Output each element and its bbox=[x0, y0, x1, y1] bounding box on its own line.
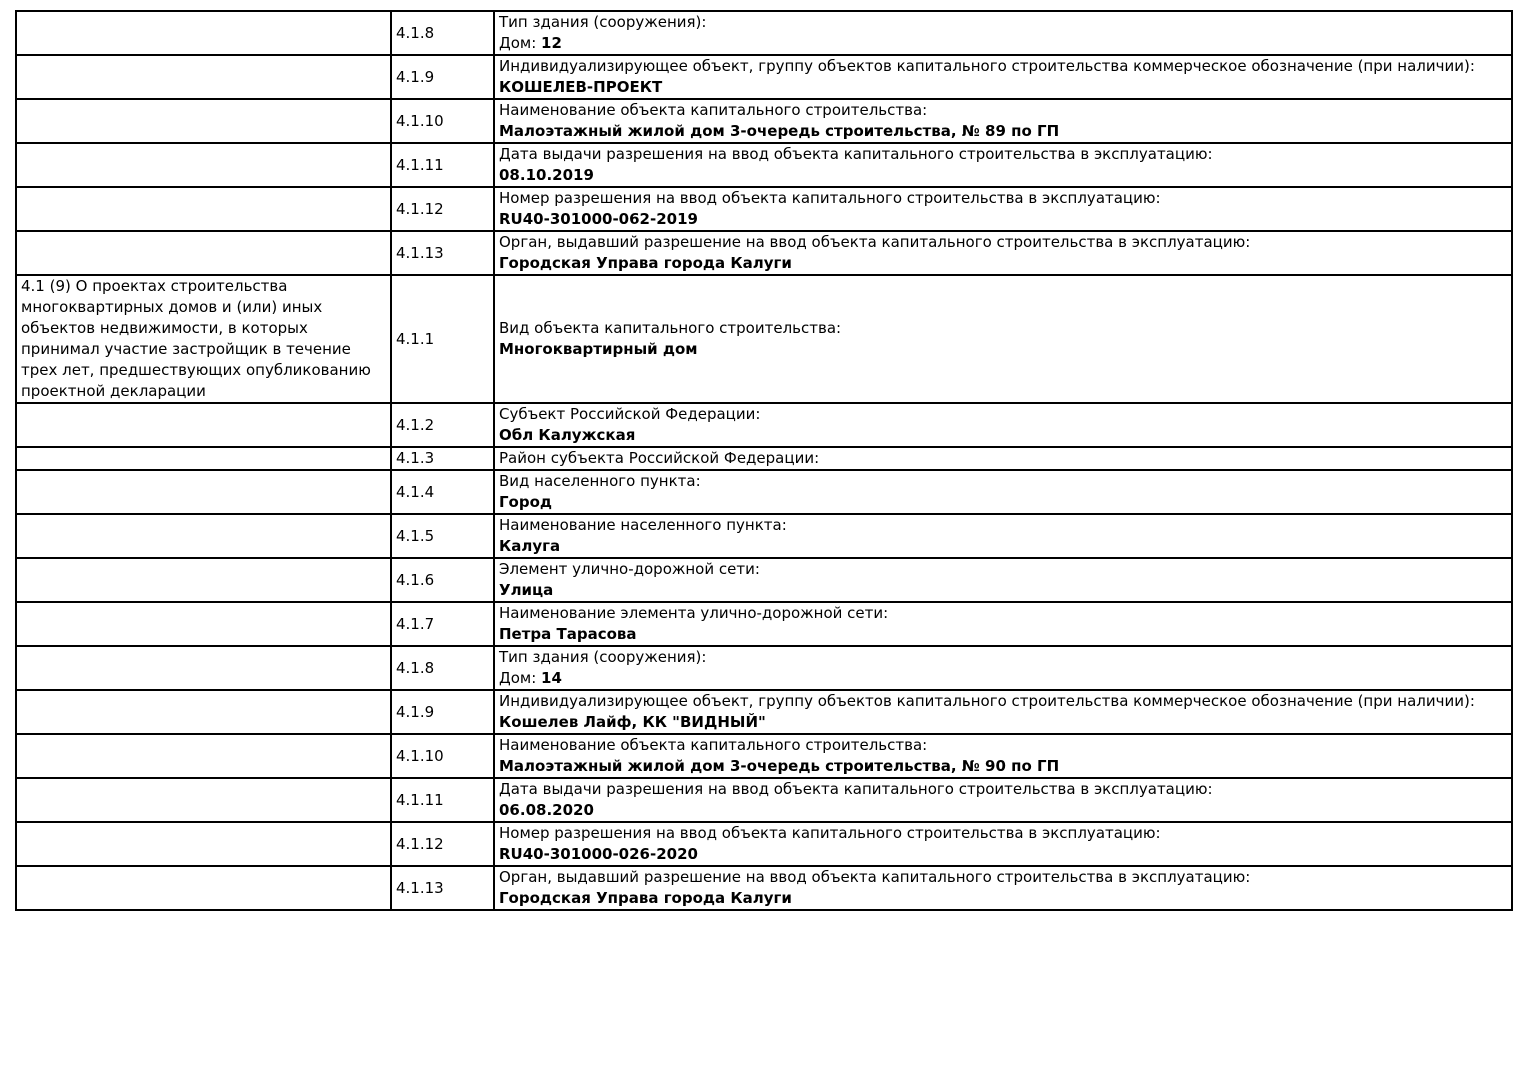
content-cell bbox=[494, 822, 1512, 866]
content-cell bbox=[494, 143, 1512, 187]
content-line bbox=[499, 691, 1507, 712]
section-cell bbox=[16, 734, 391, 778]
content-cell bbox=[494, 403, 1512, 447]
content-cell bbox=[494, 778, 1512, 822]
table-row bbox=[16, 646, 1512, 690]
table-row bbox=[16, 778, 1512, 822]
section-cell bbox=[16, 403, 391, 447]
content-cell bbox=[494, 187, 1512, 231]
field-value: Кошелев Лайф, КК "ВИДНЫЙ" bbox=[499, 713, 766, 731]
code-cell: 4.1.9 bbox=[391, 55, 494, 99]
content-line bbox=[499, 209, 1507, 230]
code-cell: 4.1.10 bbox=[391, 734, 494, 778]
section-cell bbox=[16, 11, 391, 55]
code-cell: 4.1.10 bbox=[391, 99, 494, 143]
section-cell bbox=[16, 602, 391, 646]
field-value: 12 bbox=[541, 34, 562, 52]
field-value: Обл Калужская bbox=[499, 426, 636, 444]
content-cell bbox=[494, 99, 1512, 143]
content-line bbox=[499, 492, 1507, 513]
code-cell: 4.1.11 bbox=[391, 778, 494, 822]
field-label: Элемент улично-дорожной сети: bbox=[499, 560, 760, 578]
content-line bbox=[499, 536, 1507, 557]
section-cell bbox=[16, 778, 391, 822]
section-cell bbox=[16, 822, 391, 866]
field-label: Дата выдачи разрешения на ввод объекта капитального строительства в эксплуатацию: bbox=[499, 780, 1213, 798]
section-cell bbox=[16, 187, 391, 231]
section-cell bbox=[16, 514, 391, 558]
field-label: Вид объекта капитального строительства: bbox=[499, 319, 842, 337]
content-line bbox=[499, 668, 1507, 689]
content-line bbox=[499, 144, 1507, 165]
content-line bbox=[499, 404, 1507, 425]
field-label: Вид населенного пункта: bbox=[499, 472, 701, 490]
table-row bbox=[16, 734, 1512, 778]
code-cell: 4.1.6 bbox=[391, 558, 494, 602]
table-row bbox=[16, 275, 1512, 403]
content-line bbox=[499, 253, 1507, 274]
section-cell bbox=[16, 55, 391, 99]
content-line bbox=[499, 33, 1507, 54]
field-label: Индивидуализирующее объект, группу объектов капитального строительства коммерческое обозначение (при наличии): bbox=[499, 57, 1475, 75]
field-value: RU40-301000-062-2019 bbox=[499, 210, 698, 228]
content-line bbox=[499, 844, 1507, 865]
code-cell: 4.1.7 bbox=[391, 602, 494, 646]
section-cell bbox=[16, 866, 391, 910]
content-line bbox=[499, 471, 1507, 492]
field-label: Наименование элемента улично-дорожной сети: bbox=[499, 604, 889, 622]
content-line bbox=[499, 339, 1507, 360]
content-cell bbox=[494, 558, 1512, 602]
table-row bbox=[16, 11, 1512, 55]
code-cell: 4.1.5 bbox=[391, 514, 494, 558]
content-line bbox=[499, 888, 1507, 909]
content-cell bbox=[494, 470, 1512, 514]
section-cell bbox=[16, 646, 391, 690]
content-line bbox=[499, 100, 1507, 121]
field-label: Субъект Российской Федерации: bbox=[499, 405, 761, 423]
field-value: RU40-301000-026-2020 bbox=[499, 845, 698, 863]
table-row bbox=[16, 514, 1512, 558]
table-row bbox=[16, 470, 1512, 514]
field-value: Городская Управа города Калуги bbox=[499, 254, 792, 272]
field-label: Индивидуализирующее объект, группу объектов капитального строительства коммерческое обозначение (при наличии): bbox=[499, 692, 1475, 710]
section-cell bbox=[16, 143, 391, 187]
content-line bbox=[499, 823, 1507, 844]
content-cell bbox=[494, 231, 1512, 275]
field-label: Орган, выдавший разрешение на ввод объекта капитального строительства в эксплуатацию: bbox=[499, 868, 1251, 886]
content-cell bbox=[494, 602, 1512, 646]
code-cell: 4.1.12 bbox=[391, 822, 494, 866]
field-value: Улица bbox=[499, 581, 554, 599]
content-line bbox=[499, 232, 1507, 253]
code-cell: 4.1.4 bbox=[391, 470, 494, 514]
content-cell bbox=[494, 514, 1512, 558]
field-value: Многоквартирный дом bbox=[499, 340, 698, 358]
table-row bbox=[16, 403, 1512, 447]
table-row bbox=[16, 55, 1512, 99]
content-line bbox=[499, 448, 1507, 469]
content-line bbox=[499, 12, 1507, 33]
content-line bbox=[499, 756, 1507, 777]
code-cell: 4.1.11 bbox=[391, 143, 494, 187]
content-line bbox=[499, 77, 1507, 98]
content-line bbox=[499, 867, 1507, 888]
field-label: Наименование населенного пункта: bbox=[499, 516, 787, 534]
content-line bbox=[499, 647, 1507, 668]
field-label: Дом: bbox=[499, 34, 542, 52]
section-cell bbox=[16, 231, 391, 275]
code-cell: 4.1.2 bbox=[391, 403, 494, 447]
section-cell bbox=[16, 690, 391, 734]
field-value: 14 bbox=[541, 669, 562, 687]
field-label: Орган, выдавший разрешение на ввод объекта капитального строительства в эксплуатацию: bbox=[499, 233, 1251, 251]
content-line bbox=[499, 318, 1507, 339]
content-line bbox=[499, 735, 1507, 756]
content-line bbox=[499, 515, 1507, 536]
field-label: Дом: bbox=[499, 669, 542, 687]
declaration-table bbox=[15, 10, 1513, 911]
content-line bbox=[499, 712, 1507, 733]
code-cell: 4.1.8 bbox=[391, 11, 494, 55]
declaration-table-body bbox=[16, 11, 1512, 910]
content-line bbox=[499, 624, 1507, 645]
code-cell: 4.1.3 bbox=[391, 447, 494, 470]
content-line bbox=[499, 188, 1507, 209]
field-label: Номер разрешения на ввод объекта капитального строительства в эксплуатацию: bbox=[499, 824, 1161, 842]
code-cell: 4.1.9 bbox=[391, 690, 494, 734]
field-label: Наименование объекта капитального строительства: bbox=[499, 101, 928, 119]
table-row bbox=[16, 187, 1512, 231]
content-cell bbox=[494, 447, 1512, 470]
section-cell bbox=[16, 470, 391, 514]
field-label: Дата выдачи разрешения на ввод объекта капитального строительства в эксплуатацию: bbox=[499, 145, 1213, 163]
field-value: КОШЕЛЕВ-ПРОЕКТ bbox=[499, 78, 663, 96]
section-cell bbox=[16, 99, 391, 143]
content-cell bbox=[494, 11, 1512, 55]
field-label: Номер разрешения на ввод объекта капитального строительства в эксплуатацию: bbox=[499, 189, 1161, 207]
content-line bbox=[499, 165, 1507, 186]
table-row bbox=[16, 558, 1512, 602]
content-line bbox=[499, 56, 1507, 77]
content-line bbox=[499, 425, 1507, 446]
content-line bbox=[499, 121, 1507, 142]
content-line bbox=[499, 580, 1507, 601]
content-line bbox=[499, 800, 1507, 821]
code-cell: 4.1.13 bbox=[391, 866, 494, 910]
field-value: Малоэтажный жилой дом 3-очередь строительства, № 89 по ГП bbox=[499, 122, 1060, 140]
field-value: Петра Тарасова bbox=[499, 625, 637, 643]
content-cell bbox=[494, 646, 1512, 690]
code-cell: 4.1.8 bbox=[391, 646, 494, 690]
field-label: Наименование объекта капитального строительства: bbox=[499, 736, 928, 754]
content-line bbox=[499, 559, 1507, 580]
field-label: Тип здания (сооружения): bbox=[499, 13, 707, 31]
table-row bbox=[16, 143, 1512, 187]
content-line bbox=[499, 603, 1507, 624]
table-row bbox=[16, 99, 1512, 143]
table-row bbox=[16, 866, 1512, 910]
content-cell bbox=[494, 690, 1512, 734]
section-cell bbox=[16, 447, 391, 470]
code-cell: 4.1.12 bbox=[391, 187, 494, 231]
field-value: Городская Управа города Калуги bbox=[499, 889, 792, 907]
content-cell bbox=[494, 866, 1512, 910]
field-value: Калуга bbox=[499, 537, 561, 555]
table-row bbox=[16, 231, 1512, 275]
field-value: 06.08.2020 bbox=[499, 801, 594, 819]
code-cell: 4.1.13 bbox=[391, 231, 494, 275]
content-cell bbox=[494, 55, 1512, 99]
field-label: Тип здания (сооружения): bbox=[499, 648, 707, 666]
field-value: 08.10.2019 bbox=[499, 166, 594, 184]
field-value: Город bbox=[499, 493, 553, 511]
section-cell: 4.1 (9) О проектах строительства многоквартирных домов и (или) иных объектов недвижимости, в которых принимал участие застройщик в течение трех лет, предшествующих опубликованию проектной декларации bbox=[16, 275, 391, 403]
content-cell bbox=[494, 275, 1512, 403]
code-cell: 4.1.1 bbox=[391, 275, 494, 403]
table-row bbox=[16, 822, 1512, 866]
section-cell bbox=[16, 558, 391, 602]
field-label: Район субъекта Российской Федерации: bbox=[499, 449, 820, 467]
table-row bbox=[16, 602, 1512, 646]
field-value: Малоэтажный жилой дом 3-очередь строительства, № 90 по ГП bbox=[499, 757, 1060, 775]
table-row bbox=[16, 447, 1512, 470]
content-line bbox=[499, 779, 1507, 800]
table-row bbox=[16, 690, 1512, 734]
content-cell bbox=[494, 734, 1512, 778]
